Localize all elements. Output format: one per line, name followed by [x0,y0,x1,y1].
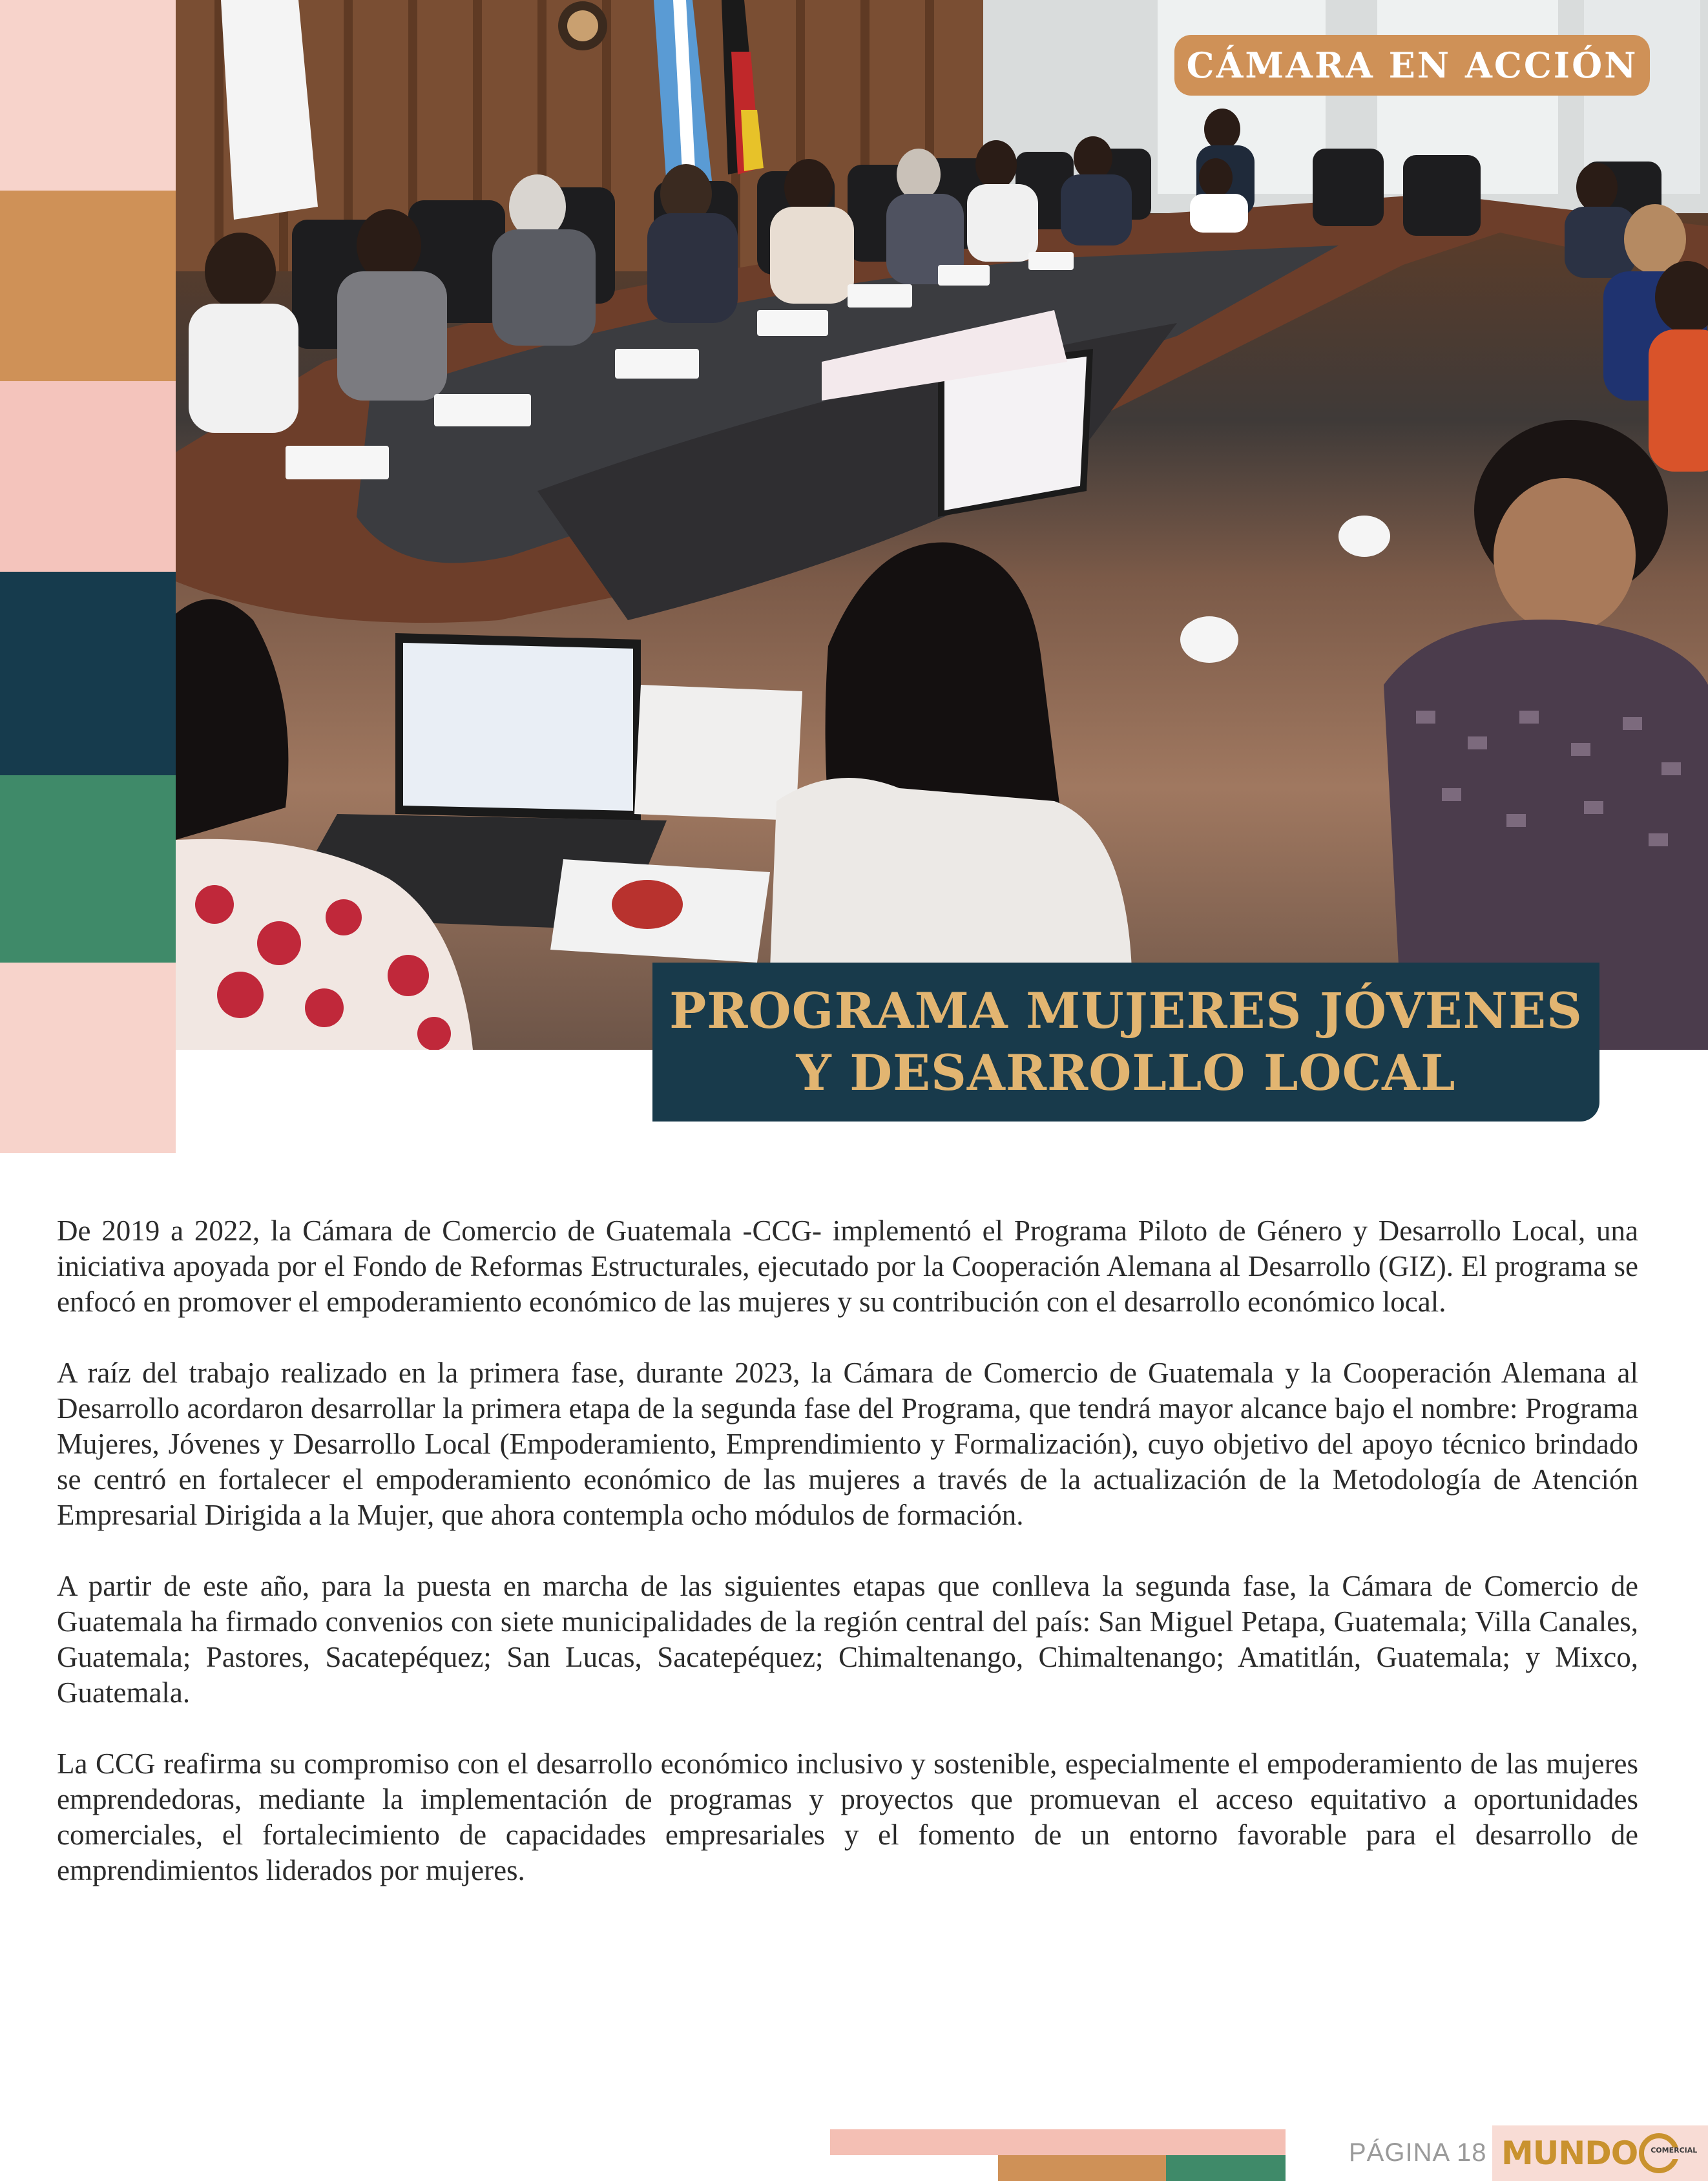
logo-c-icon [1639,2133,1698,2173]
paragraph: La CCG reafirma su compromiso con el desarrollo económico inclusivo y sostenible, especialmente el empoderamiento de las mujeres emprendedoras, mediante la implementación de programas y proyectos que promuevan el acceso equitativo a oportunidades comerciales, el fortalecimiento de capacidades empresariales y el fomento de un entorno favorable para el desarrollo de emprendimientos liderados por mujeres. [57,1748,1638,1886]
article-title-line-2: Y DESARROLLO LOCAL [796,1044,1456,1101]
footer-bar-green [1166,2155,1286,2181]
paragraph: A partir de este año, para la puesta en marcha de las siguientes etapas que conlleva la segunda fase, la Cámara de Comercio de Guatemala ha firmado convenios con siete municipalidades de la región central del país: San Miguel Petapa, Guatemala; Villa Canales, Guatemala; Pastores, Sacatepéquez; San Lucas, Sacatepéquez; Chimaltenango, Chimaltenango; Amatitlán, Guatemala; y Mixco, Guatemala. [57,1570,1638,1709]
article-body [57,1213,1638,1924]
footer-bar-pink [830,2129,1286,2155]
mundo-comercial-logo [1492,2125,1708,2181]
paragraph: De 2019 a 2022, la Cámara de Comercio de Guatemala -CCG- implementó el Programa Piloto de Género y Desarrollo Local, una iniciativa apoyada por el Fondo de Reformas Estructurales, ejecutado por la Cooperación Alemana al Desarrollo (GIZ). El programa se enfocó en promover el empoderamiento económico de las mujeres y su contribución con el desarrollo económico local. [57,1215,1638,1318]
section-tag: CÁMARA EN ACCIÓN [1174,35,1650,96]
stripe-tan [0,191,176,381]
stripe-pink-top [0,0,176,191]
meeting-photo [176,0,1708,1050]
stripe-green [0,775,176,963]
article-title-line-1: PROGRAMA MUJERES JÓVENES [669,982,1583,1039]
paragraph: A raíz del trabajo realizado en la primera fase, durante 2023, la Cámara de Comercio de Guatemala y la Cooperación Alemana al Desarrollo acordaron desarrollar la primera etapa de la segunda fase del Programa, que tendrá mayor alcance bajo el nombre: Programa Mujeres, Jóvenes y Desarrollo Local (Empoderamiento, Emprendimiento y Formalización), cuyo objetivo del apoyo técnico brindado se centró en fortalecer el empoderamiento económico de las mujeres a través de la actualización de la Metodología de Atención Empresarial Dirigida a la Mujer, que ahora contempla ocho módulos de formación. [57,1357,1638,1531]
article-title [652,963,1599,1122]
logo-subtext: COMERCIAL [1651,2146,1698,2155]
stripe-pink-bottom [0,963,176,1153]
stripe-navy [0,572,176,775]
meeting-photo-illustration [176,0,1708,1050]
stripe-pink [0,381,176,572]
logo-wordmark: MUNDO [1501,2134,1638,2172]
page-number: PÁGINA 18 [1349,2138,1487,2167]
footer-bar-tan [998,2155,1166,2181]
